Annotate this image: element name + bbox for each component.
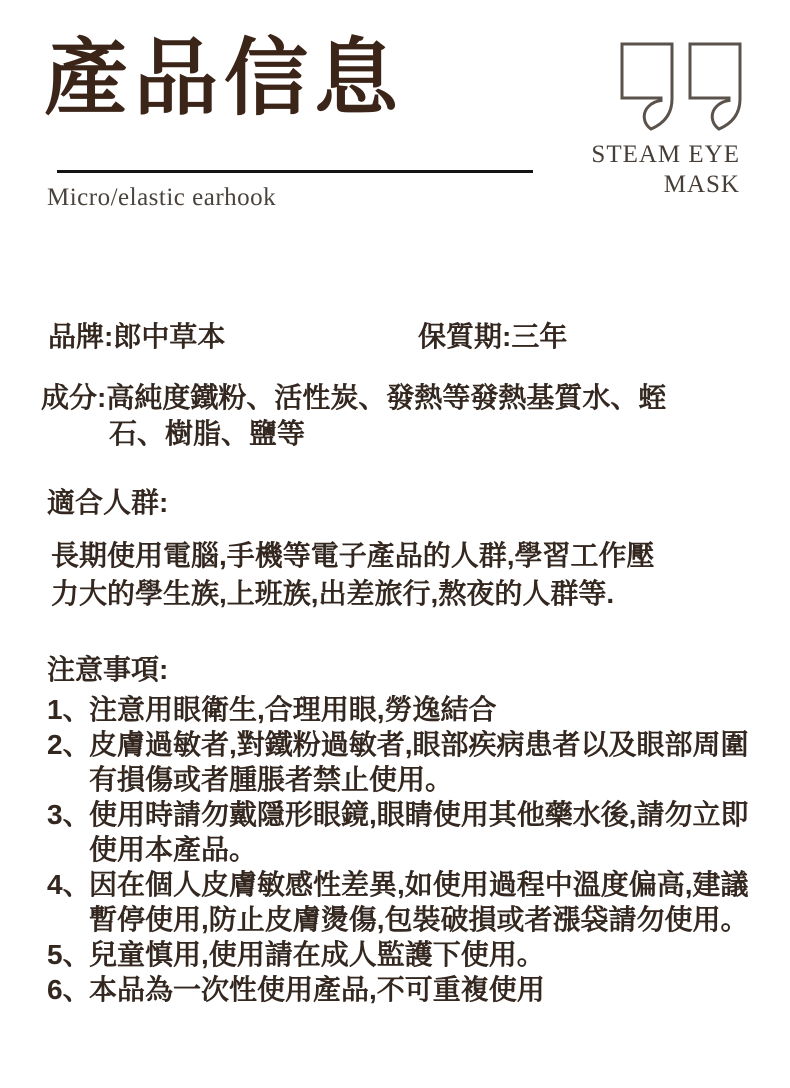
note-item-5 <box>47 937 765 972</box>
note-text: 兒童慎用,使用請在成人監護下使用。 <box>89 939 545 970</box>
note-number: 1、 <box>47 694 91 725</box>
suitable-paragraph <box>51 537 655 613</box>
notes-list <box>47 692 765 1007</box>
note-text: 本品為一次性使用產品,不可重複使用 <box>89 974 545 1005</box>
note-item-4 <box>47 867 765 937</box>
suitable-line1: 長期使用電腦,手機等電子產品的人群,學習工作壓 <box>51 540 655 571</box>
brand-mark-line1: STEAM EYE <box>591 141 740 168</box>
note-item-6 <box>47 972 765 1007</box>
note-item-3 <box>47 797 765 867</box>
page-title: 產品信息 <box>44 31 405 125</box>
subtitle: Micro/elastic earhook <box>47 184 277 211</box>
note-number: 5、 <box>47 939 91 970</box>
brand-mark <box>591 140 740 200</box>
note-item-1 <box>47 692 765 727</box>
note-item-2 <box>47 727 765 797</box>
note-number: 6、 <box>47 974 91 1005</box>
spec-ingredients <box>41 380 666 452</box>
ingredients-line2: 石、樹脂、鹽等 <box>109 418 306 449</box>
note-text: 因在個人皮膚敏感性差異,如使用過程中溫度偏高,建議暫停使用,防止皮膚燙傷,包裝破損或者漲袋請勿使用。 <box>89 869 749 935</box>
note-number: 3、 <box>47 799 91 830</box>
ingredients-line1: 成分:高純度鐵粉、活性炭、發熱等發熱基質水、蛭 <box>41 382 667 413</box>
suitable-heading: 適合人群: <box>47 487 169 518</box>
spec-shelf-life: 保質期:三年 <box>418 321 568 352</box>
note-number: 2、 <box>47 729 91 760</box>
double-quote-icon <box>620 42 744 139</box>
spec-brand: 品牌:郎中草本 <box>48 321 226 352</box>
note-text: 注意用眼衛生,合理用眼,勞逸結合 <box>89 694 497 725</box>
brand-mark-line2: MASK <box>663 171 740 198</box>
note-text: 使用時請勿戴隱形眼鏡,眼睛使用其他藥水後,請勿立即使用本產品。 <box>89 799 749 865</box>
notes-heading: 注意事項: <box>47 654 169 685</box>
note-text: 皮膚過敏者,對鐵粉過敏者,眼部疾病患者以及眼部周圍有損傷或者腫脹者禁止使用。 <box>89 729 749 795</box>
title-underline <box>57 170 533 173</box>
suitable-line2: 力大的學生族,上班族,出差旅行,熬夜的人群等. <box>51 578 615 609</box>
note-number: 4、 <box>47 869 91 900</box>
